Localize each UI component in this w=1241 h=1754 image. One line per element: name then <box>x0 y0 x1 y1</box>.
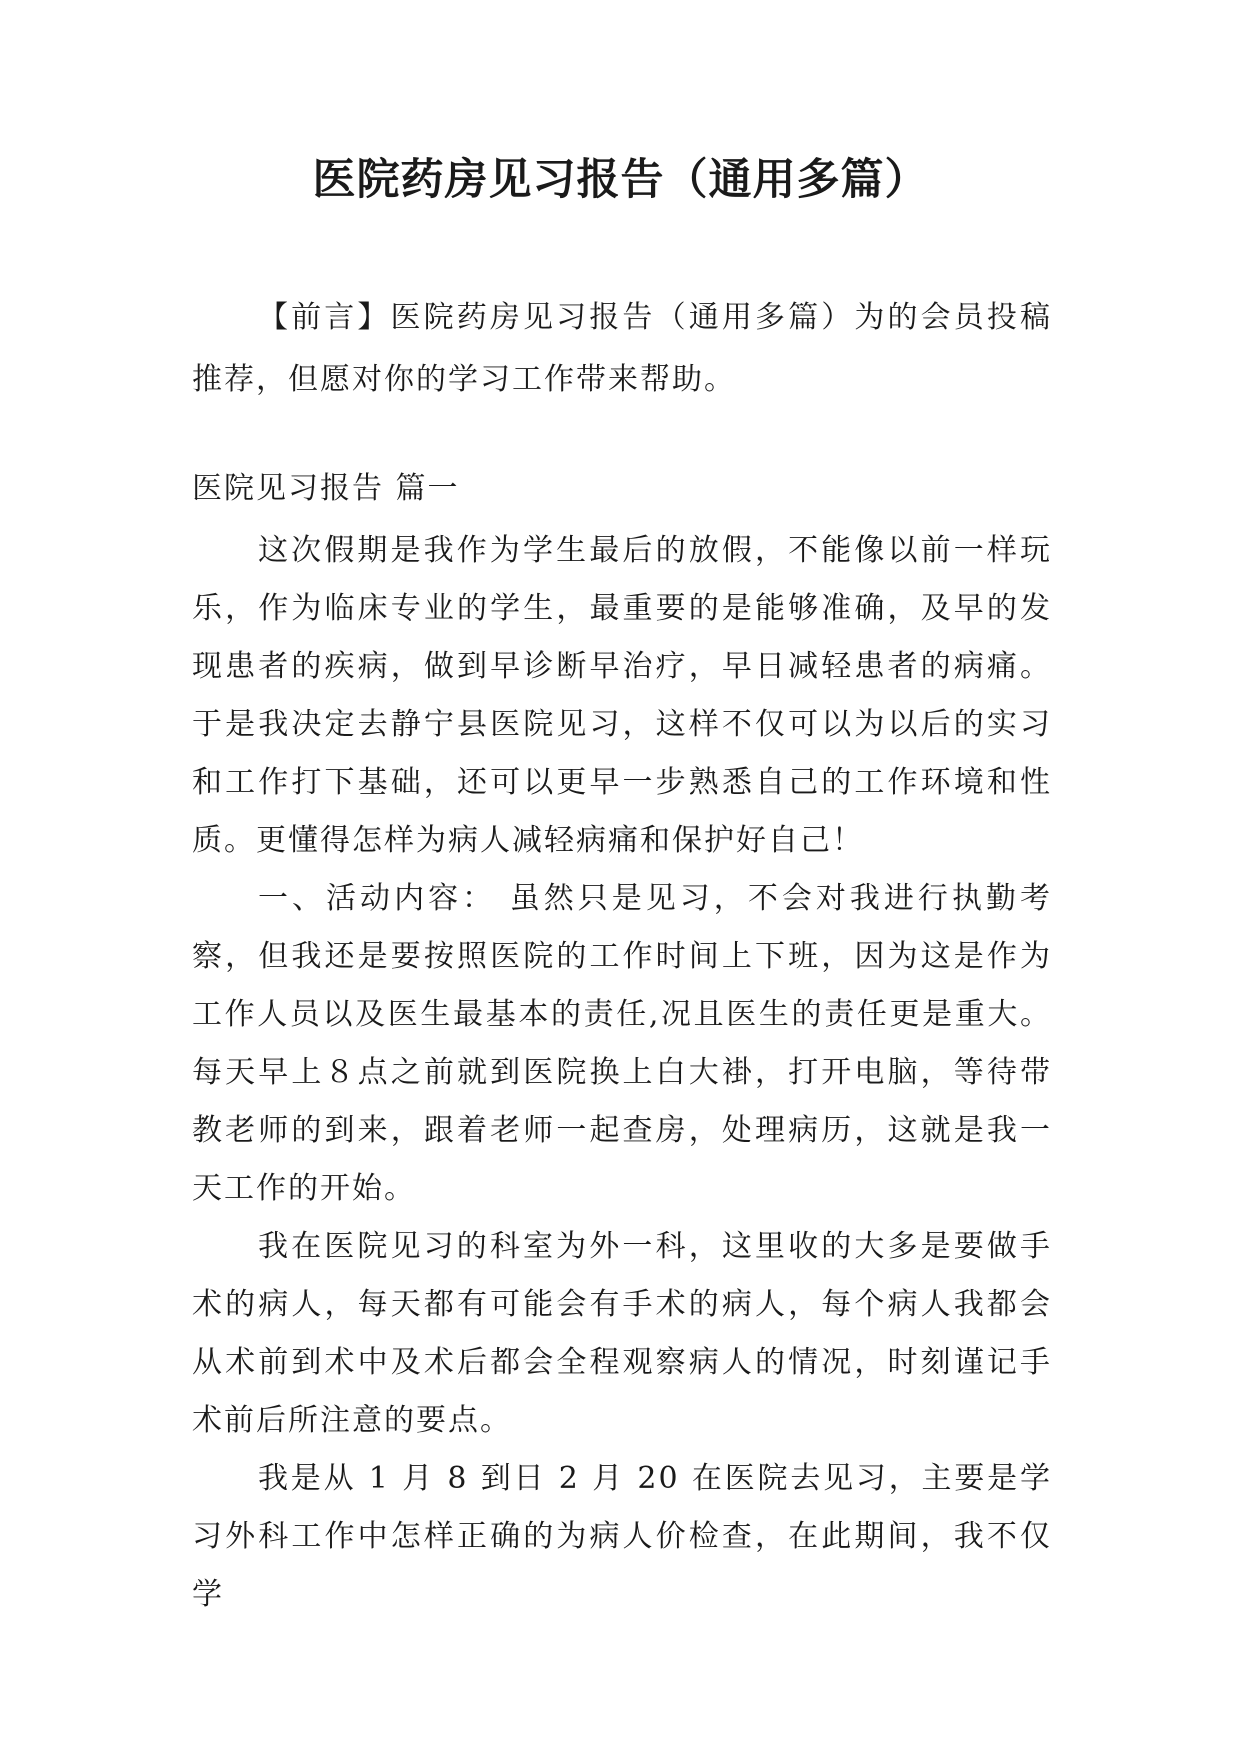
body-paragraph: 我在医院见习的科室为外一科，这里收的大多是要做手术的病人，每天都有可能会有手术的病人，每个病人我都会从术前到术中及术后都会全程观察病人的情况，时刻谨记手术前后所注意的要点。 <box>192 1229 1052 1438</box>
body-paragraph: 这次假期是我作为学生最后的放假，不能像以前一样玩乐，作为临床专业的学生，最重要的是能够准确，及早的发现患者的疾病，做到早诊断早治疗，早日减轻患者的病痛。于是我决定去静宁县医院见习，这样不仅可以为以后的实习和工作打下基础，还可以更早一步熟悉自己的工作环境和性质。更懂得怎样为病人减轻病痛和保护好自己！ <box>192 533 1052 858</box>
section-heading: 医院见习报告 篇一 <box>192 471 460 506</box>
body-paragraph: 我是从 1 月 8 到日 2 月 20 在医院去见习，主要是学习外科工作中怎样正确的为病人价检查，在此期间，我不仅学 <box>192 1461 1052 1612</box>
body-text <box>192 522 1052 1624</box>
document-title: 医院药房见习报告（通用多篇） <box>312 155 929 205</box>
body-paragraph: 一、活动内容： 虽然只是见习，不会对我进行执勤考察，但我还是要按照医院的工作时间上下班，因为这是作为工作人员以及医生最基本的责任,况且医生的责任更是重大。每天早上８点之前就到医院换上白大褂，打开电脑，等待带教老师的到来，跟着老师一起查房，处理病历，这就是我一天工作的开始。 <box>192 881 1052 1206</box>
preface-paragraph: 【前言】医院药房见习报告（通用多篇）为的会员投稿推荐，但愿对你的学习工作带来帮助。 <box>192 300 1052 397</box>
